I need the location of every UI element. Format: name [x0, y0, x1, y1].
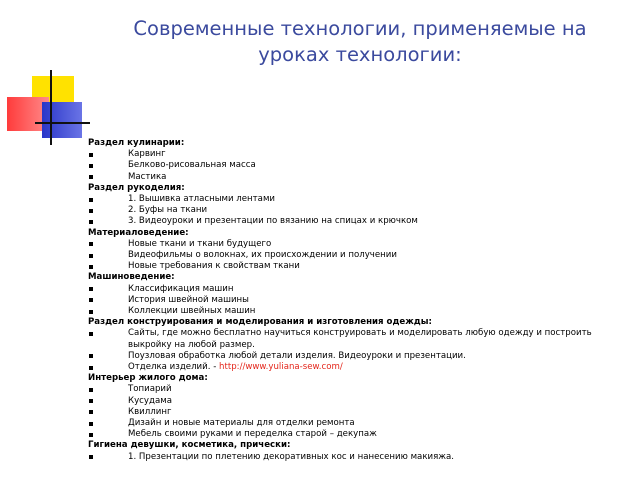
list-item: Мастика [88, 172, 628, 183]
section-title-culinary: Раздел кулинарии: [88, 138, 185, 148]
section-title-machines: Машиноведение: [88, 272, 175, 283]
list-item: Поузловая обработка любой детали изделия. Видеоуроки и презентации. [88, 351, 628, 362]
list-item: 1. Вышивка атласными лентами [88, 194, 628, 205]
list-item: История швейной машины [88, 295, 628, 306]
section-title-hygiene: Гигиена девушки, косметика, прически: [88, 440, 291, 451]
section-list-culinary [88, 149, 628, 183]
slide-content [88, 138, 628, 463]
list-item: 1. Презентации по плетению декоративных кос и нанесению макияжа. [88, 452, 628, 463]
list-item: Мебель своими руками и переделка старой – декупаж [88, 429, 628, 440]
slide-title-line-2: уроках технологии: [258, 43, 462, 66]
list-item: Дизайн и новые материалы для отделки ремонта [88, 418, 628, 429]
list-item: Коллекции швейных машин [88, 306, 628, 317]
list-item: Квиллинг [88, 407, 628, 418]
section-list-machines [88, 284, 628, 318]
list-item: Видеофильмы о волокнах, их происхождении и получении [88, 250, 628, 261]
section-title-clothing-design: Раздел конструирования и моделирования и изготовления одежды: [88, 317, 432, 328]
website-link[interactable]: http://www.yuliana-sew.com/ [219, 362, 343, 373]
link-item-prefix: Отделка изделий. - [128, 362, 220, 373]
list-item: Белково-рисовальная масса [88, 160, 628, 171]
section-list-materials [88, 239, 628, 273]
decor-vertical-line [50, 70, 52, 145]
list-item: Классификация машин [88, 284, 628, 295]
list-item: 3. Видеоуроки и презентации по вязанию на спицах и крючком [88, 216, 628, 227]
section-title-handicraft: Раздел рукоделия: [88, 182, 185, 193]
list-item: Топиарий [88, 384, 628, 395]
section-list-clothing-design [88, 328, 628, 373]
decor-blue-square [42, 102, 82, 138]
section-list-hygiene [88, 452, 628, 463]
list-item: Новые ткани и ткани будущего [88, 239, 628, 250]
decor-horizontal-line [35, 122, 90, 124]
list-item: Кусудама [88, 396, 628, 407]
list-item: Новые требования к свойствам ткани [88, 261, 628, 272]
list-item: 2. Буфы на ткани [88, 205, 628, 216]
section-list-interior [88, 384, 628, 440]
list-item-with-link [88, 362, 628, 373]
section-title-materials: Материаловедение: [88, 227, 189, 238]
slide-title-line-1: Современные технологии, применяемые на [133, 17, 587, 40]
list-item: Сайты, где можно бесплатно научиться конструировать и моделировать любую одежду и построить выкройку на любой размер. [88, 328, 628, 350]
slide-title [100, 16, 620, 68]
section-list-handicraft [88, 194, 628, 228]
section-title-interior: Интерьер жилого дома: [88, 373, 208, 384]
list-item: Карвинг [88, 149, 628, 160]
